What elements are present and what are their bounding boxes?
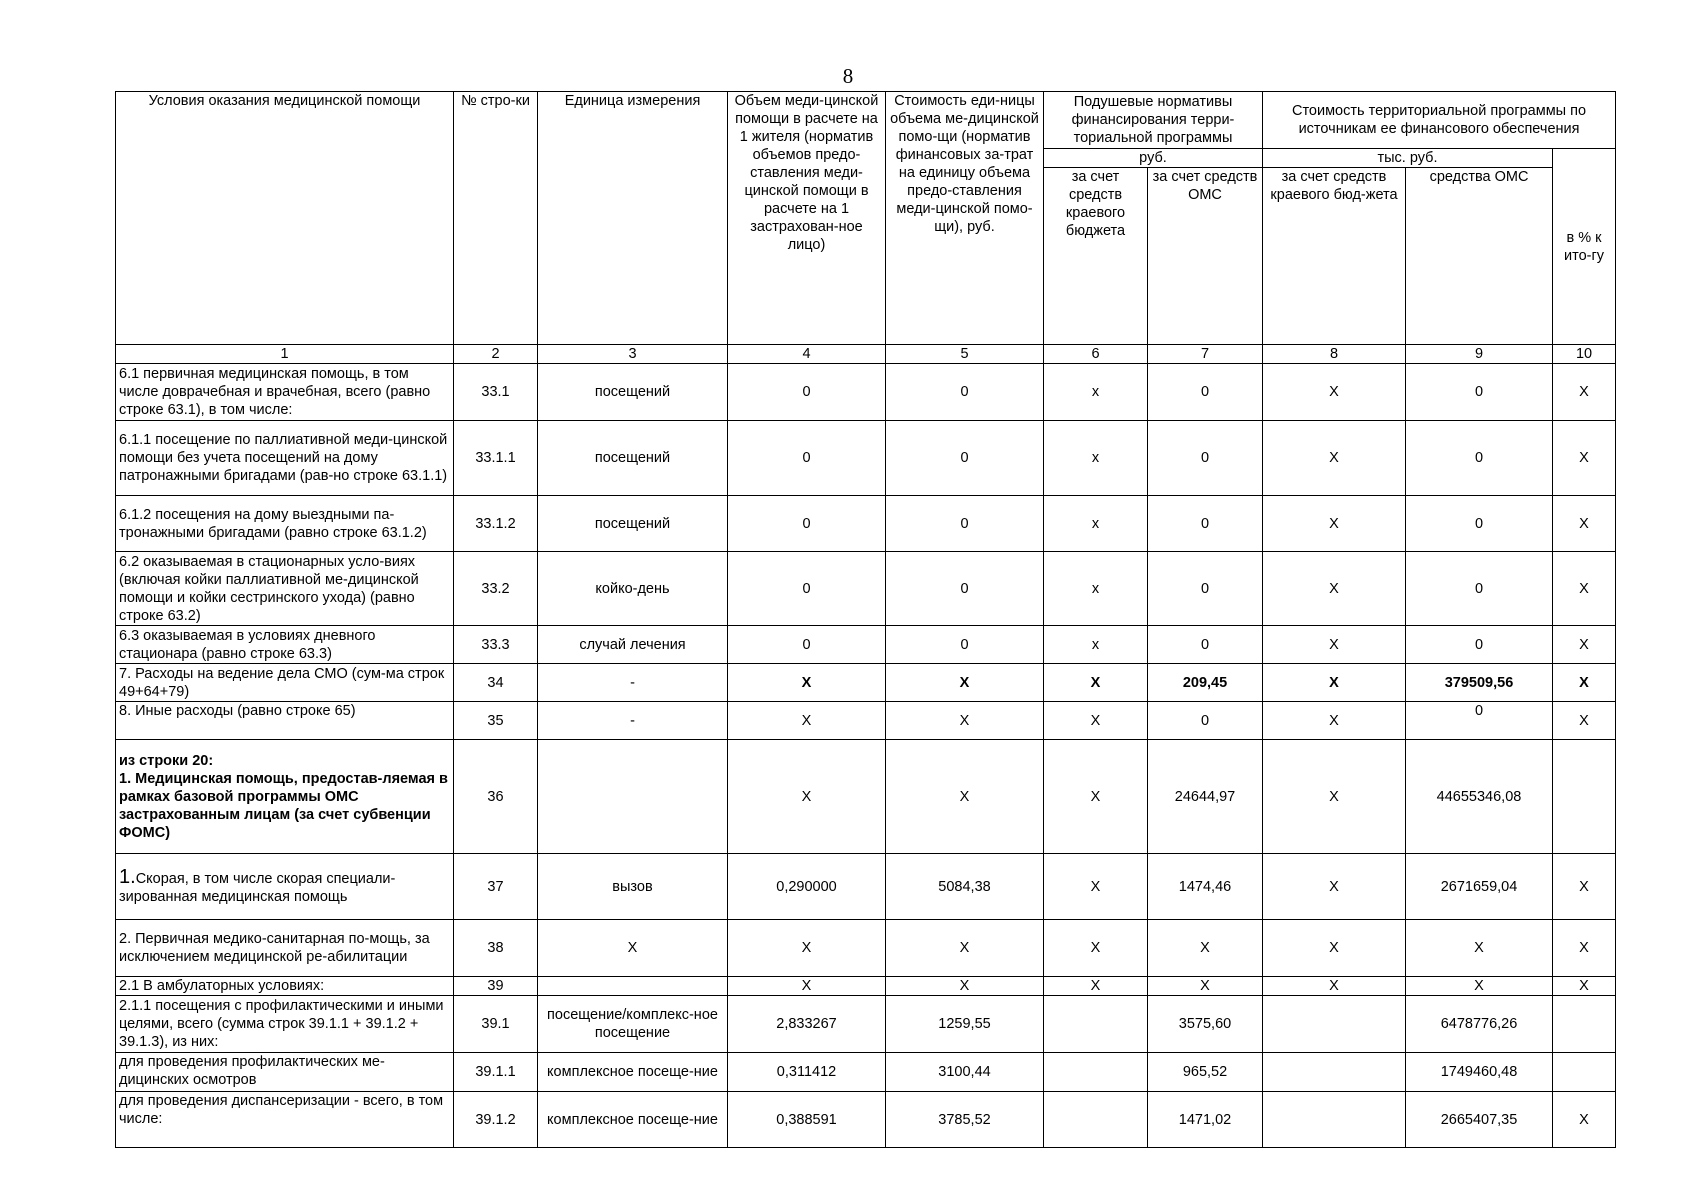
table-row	[116, 664, 1616, 702]
row-percent	[1553, 740, 1616, 854]
row-volume: Х	[728, 664, 886, 702]
row-budget-cost: Х	[1263, 702, 1406, 740]
row-unit-cost: 0	[886, 552, 1044, 626]
header-regional-budget: за счет средств краевого бюджета	[1044, 168, 1148, 345]
row-unit	[538, 740, 728, 854]
row-unit	[538, 977, 728, 996]
row-budget-cost: Х	[1263, 496, 1406, 552]
row-oms-per-capita: Х	[1148, 977, 1263, 996]
row-budget-cost	[1263, 1053, 1406, 1092]
row-budget-cost: Х	[1263, 364, 1406, 421]
row-budget-per-capita: х	[1044, 626, 1148, 664]
row-unit: -	[538, 702, 728, 740]
row-name: 2.1 В амбулаторных условиях:	[116, 977, 454, 996]
row-oms-cost: 0	[1406, 552, 1553, 626]
row-percent: Х	[1553, 854, 1616, 920]
row-unit: комплексное посеще-ние	[538, 1053, 728, 1092]
col-number: 3	[538, 345, 728, 364]
row-number: 39.1	[454, 996, 538, 1053]
row-volume: Х	[728, 977, 886, 996]
row-oms-cost: 1749460,48	[1406, 1053, 1553, 1092]
row-oms-per-capita: 0	[1148, 364, 1263, 421]
row-oms-cost: 0	[1406, 496, 1553, 552]
header-oms: за счет средств ОМС	[1148, 168, 1263, 345]
header-oms-cost: средства ОМС	[1406, 168, 1553, 345]
row-unit-cost: 1259,55	[886, 996, 1044, 1053]
row-number: 35	[454, 702, 538, 740]
row-budget-per-capita: х	[1044, 552, 1148, 626]
row-number: 38	[454, 920, 538, 977]
row-name: для проведения профилактических ме-дицинских осмотров	[116, 1053, 454, 1092]
row-number: 39.1.2	[454, 1092, 538, 1148]
row-oms-per-capita: 0	[1148, 552, 1263, 626]
header-unit: Единица измерения	[538, 92, 728, 345]
row-oms-per-capita: 0	[1148, 702, 1263, 740]
row-percent: Х	[1553, 552, 1616, 626]
table-row	[116, 421, 1616, 496]
row-budget-cost	[1263, 996, 1406, 1053]
row-percent: Х	[1553, 364, 1616, 421]
row-budget-per-capita	[1044, 1092, 1148, 1148]
table-row	[116, 702, 1616, 740]
row-name: 6.3 оказываемая в условиях дневного стационара (равно строке 63.3)	[116, 626, 454, 664]
row-volume: 0	[728, 421, 886, 496]
row-unit: Х	[538, 920, 728, 977]
row-percent: Х	[1553, 702, 1616, 740]
row-budget-per-capita: х	[1044, 421, 1148, 496]
row-oms-per-capita: 0	[1148, 421, 1263, 496]
row-unit-cost: 0	[886, 626, 1044, 664]
row-unit-cost: 3785,52	[886, 1092, 1044, 1148]
header-conditions: Условия оказания медицинской помощи	[116, 92, 454, 345]
row-budget-per-capita	[1044, 1053, 1148, 1092]
financing-table	[115, 91, 1616, 1148]
row-number: 39.1.1	[454, 1053, 538, 1092]
row-number: 33.1.1	[454, 421, 538, 496]
row-budget-per-capita: Х	[1044, 854, 1148, 920]
col-number: 2	[454, 345, 538, 364]
row-oms-cost: 0	[1406, 702, 1553, 740]
row-unit-cost: 0	[886, 364, 1044, 421]
row-name: 6.1 первичная медицинская помощь, в том числе доврачебная и врачебная, всего (равно строке 63.1), в том числе:	[116, 364, 454, 421]
table-row	[116, 1053, 1616, 1092]
header-regional-budget-cost: за счет средств краевого бюд-жета	[1263, 168, 1406, 345]
header-per-capita: Подушевые нормативы финансирования терри-ториальной программы	[1044, 92, 1263, 149]
row-unit-cost: Х	[886, 920, 1044, 977]
row-oms-per-capita: Х	[1148, 920, 1263, 977]
row-oms-cost: 0	[1406, 421, 1553, 496]
row-oms-per-capita: 965,52	[1148, 1053, 1263, 1092]
row-oms-cost: Х	[1406, 977, 1553, 996]
row-oms-per-capita: 1471,02	[1148, 1092, 1263, 1148]
row-budget-cost: Х	[1263, 740, 1406, 854]
row-name: 6.2 оказываемая в стационарных усло-виях (включая койки паллиативной ме-дицинской помощи и койки сестринского ухода) (равно строке 63.2)	[116, 552, 454, 626]
header-tys-rub: тыс. руб.	[1263, 149, 1553, 168]
row-budget-per-capita: Х	[1044, 977, 1148, 996]
row-oms-cost: 6478776,26	[1406, 996, 1553, 1053]
row-oms-per-capita: 1474,46	[1148, 854, 1263, 920]
row-name: из строки 20: 1. Медицинская помощь, предостав-ляемая в рамках базовой программы ОМС застрахованным лицам (за счет субвенции ФОМС)	[116, 740, 454, 854]
row-number: 33.1	[454, 364, 538, 421]
row-budget-cost: Х	[1263, 626, 1406, 664]
row-name	[116, 854, 454, 920]
row-budget-cost: Х	[1263, 421, 1406, 496]
table-row	[116, 364, 1616, 421]
table-row	[116, 854, 1616, 920]
row-percent	[1553, 996, 1616, 1053]
table-row	[116, 552, 1616, 626]
row-name: 2.1.1 посещения с профилактическими и иными целями, всего (сумма строк 39.1.1 + 39.1.2 + 39.1.3), из них:	[116, 996, 454, 1053]
row-volume: 2,833267	[728, 996, 886, 1053]
row-unit-cost: 0	[886, 421, 1044, 496]
row-name: 2. Первичная медико-санитарная по-мощь, за исключением медицинской ре-абилитации	[116, 920, 454, 977]
col-number: 10	[1553, 345, 1616, 364]
table-row	[116, 740, 1616, 854]
row-unit: посещений	[538, 496, 728, 552]
row-percent: Х	[1553, 977, 1616, 996]
row-volume: 0	[728, 626, 886, 664]
row-unit-cost: Х	[886, 740, 1044, 854]
row-volume: Х	[728, 920, 886, 977]
row-oms-cost: 0	[1406, 626, 1553, 664]
row-name: для проведения диспансеризации - всего, в том числе:	[116, 1092, 454, 1148]
row-oms-per-capita: 209,45	[1148, 664, 1263, 702]
table-row	[116, 920, 1616, 977]
col-number: 4	[728, 345, 886, 364]
header-program-cost: Стоимость территориальной программы по источникам ее финансового обеспечения	[1263, 92, 1616, 149]
col-number: 6	[1044, 345, 1148, 364]
row-number: 33.3	[454, 626, 538, 664]
row-budget-per-capita: х	[1044, 496, 1148, 552]
row-volume: 0	[728, 364, 886, 421]
row-number: 33.1.2	[454, 496, 538, 552]
row-oms-cost: Х	[1406, 920, 1553, 977]
row-volume: 0	[728, 552, 886, 626]
row-unit: койко-день	[538, 552, 728, 626]
row-number: 37	[454, 854, 538, 920]
row-budget-per-capita: х	[1044, 364, 1148, 421]
row-unit: посещений	[538, 364, 728, 421]
row-budget-per-capita: Х	[1044, 702, 1148, 740]
row-oms-per-capita: 24644,97	[1148, 740, 1263, 854]
row-unit-cost: 5084,38	[886, 854, 1044, 920]
row-percent: Х	[1553, 626, 1616, 664]
row-percent: Х	[1553, 421, 1616, 496]
row-budget-per-capita: Х	[1044, 664, 1148, 702]
header-row-number: № стро-ки	[454, 92, 538, 345]
row-percent: Х	[1553, 920, 1616, 977]
header-unit-cost: Стоимость еди-ницы объема ме-дицинской помо-щи (норматив финансовых за-трат на единицу объема предо-ставления меди-цинской помо-щи), руб.	[886, 92, 1044, 345]
row-volume: Х	[728, 740, 886, 854]
row-volume: 0,290000	[728, 854, 886, 920]
col-number: 5	[886, 345, 1044, 364]
row-volume: 0	[728, 496, 886, 552]
table-row	[116, 996, 1616, 1053]
row-unit: посещений	[538, 421, 728, 496]
row-volume: 0,388591	[728, 1092, 886, 1148]
row-number: 34	[454, 664, 538, 702]
row-percent: Х	[1553, 1092, 1616, 1148]
row-unit-cost: 0	[886, 496, 1044, 552]
row-unit: -	[538, 664, 728, 702]
row-name: 6.1.1 посещение по паллиативной меди-цинской помощи без учета посещений на дому патронажными бригадами (рав-но строке 63.1.1)	[116, 421, 454, 496]
row-unit: комплексное посеще-ние	[538, 1092, 728, 1148]
row-number: 33.2	[454, 552, 538, 626]
col-number: 9	[1406, 345, 1553, 364]
row-name-prefix: 1.	[119, 865, 136, 888]
table-row	[116, 1092, 1616, 1148]
row-percent: Х	[1553, 496, 1616, 552]
header-percent: в % к ито-гу	[1553, 149, 1616, 345]
col-number: 1	[116, 345, 454, 364]
row-budget-cost: Х	[1263, 920, 1406, 977]
table-row	[116, 626, 1616, 664]
row-volume: 0,311412	[728, 1053, 886, 1092]
row-oms-per-capita: 0	[1148, 496, 1263, 552]
row-name-text: Скорая, в том числе скорая специали-зированная медицинская помощь	[119, 870, 396, 905]
row-oms-cost: 379509,56	[1406, 664, 1553, 702]
col-number: 7	[1148, 345, 1263, 364]
row-budget-per-capita	[1044, 996, 1148, 1053]
row-budget-cost	[1263, 1092, 1406, 1148]
row-oms-per-capita: 3575,60	[1148, 996, 1263, 1053]
row-budget-per-capita: Х	[1044, 920, 1148, 977]
row-percent: Х	[1553, 664, 1616, 702]
row-unit: случай лечения	[538, 626, 728, 664]
row-number: 36	[454, 740, 538, 854]
column-numbers-row	[116, 345, 1616, 364]
row-oms-cost: 44655346,08	[1406, 740, 1553, 854]
header-volume: Объем меди-цинской помощи в расчете на 1 жителя (норматив объемов предо-ставления меди-цинской помощи в расчете на 1 застрахован-ное лицо)	[728, 92, 886, 345]
row-unit-cost: Х	[886, 664, 1044, 702]
row-unit: вызов	[538, 854, 728, 920]
row-unit-cost: Х	[886, 702, 1044, 740]
row-name: 8. Иные расходы (равно строке 65)	[116, 702, 454, 740]
col-number: 8	[1263, 345, 1406, 364]
row-oms-cost: 2671659,04	[1406, 854, 1553, 920]
row-number: 39	[454, 977, 538, 996]
row-percent	[1553, 1053, 1616, 1092]
page-number: 8	[842, 64, 854, 88]
row-volume: Х	[728, 702, 886, 740]
row-oms-cost: 2665407,35	[1406, 1092, 1553, 1148]
table-row	[116, 977, 1616, 996]
row-oms-per-capita: 0	[1148, 626, 1263, 664]
row-unit-cost: Х	[886, 977, 1044, 996]
row-budget-cost: Х	[1263, 977, 1406, 996]
row-name: 6.1.2 посещения на дому выездными па-тронажными бригадами (равно строке 63.1.2)	[116, 496, 454, 552]
row-oms-cost: 0	[1406, 364, 1553, 421]
row-unit-cost: 3100,44	[886, 1053, 1044, 1092]
row-budget-per-capita: Х	[1044, 740, 1148, 854]
row-budget-cost: Х	[1263, 664, 1406, 702]
row-name: 7. Расходы на ведение дела СМО (сум-ма строк 49+64+79)	[116, 664, 454, 702]
row-budget-cost: Х	[1263, 854, 1406, 920]
row-unit: посещение/комплекс-ное посещение	[538, 996, 728, 1053]
header-rub: руб.	[1044, 149, 1263, 168]
row-budget-cost: Х	[1263, 552, 1406, 626]
table-row	[116, 496, 1616, 552]
